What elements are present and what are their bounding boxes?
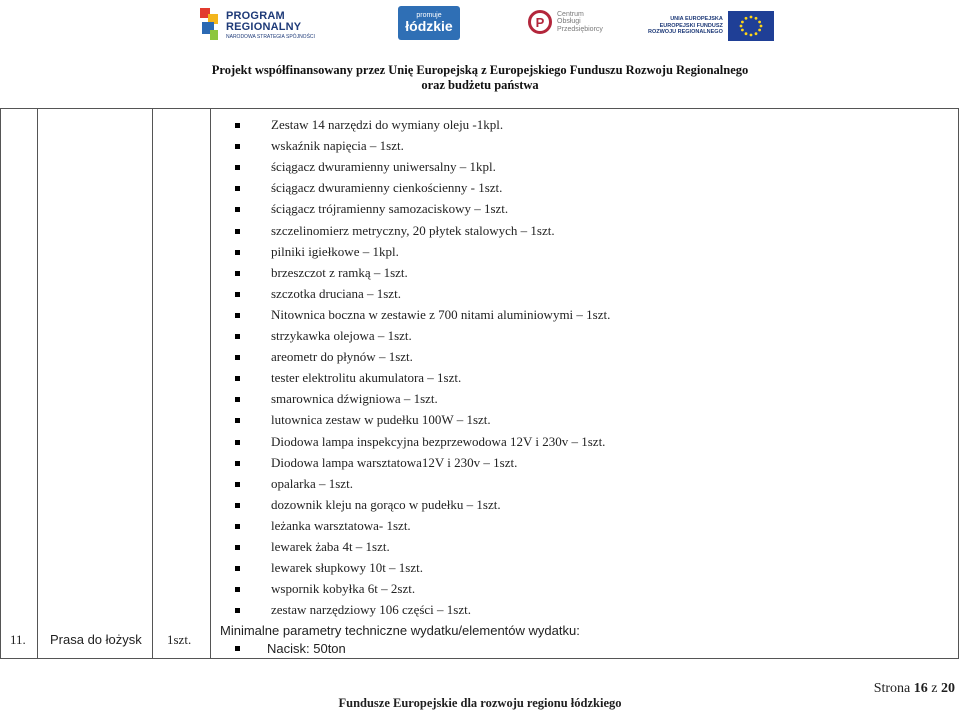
bullet-icon	[235, 144, 240, 149]
cop-line1: Centrum	[557, 10, 584, 18]
bullet-icon	[235, 186, 240, 191]
cop-line2: Obsługi	[557, 18, 581, 26]
list-item-text: Diodowa lampa warsztatowa12V i 230v – 1szt.	[271, 454, 518, 470]
list-item-text: ściągacz trójramienny samozaciskowy – 1szt.	[271, 201, 509, 217]
list-item-text: tester elektrolitu akumulatora – 1szt.	[271, 370, 462, 386]
column-divider	[37, 109, 38, 658]
equipment-table	[0, 108, 959, 659]
eu-logo	[648, 11, 774, 41]
bullet-icon	[235, 397, 240, 402]
list-item-text: areometr do płynów – 1szt.	[271, 349, 413, 365]
bullet-icon	[235, 545, 240, 550]
column-divider	[152, 109, 153, 658]
bullet-icon	[235, 313, 240, 318]
list-item-text: Nitownica boczna w zestawie z 700 nitami aluminiowymi – 1szt.	[271, 306, 611, 322]
cop-circle-icon: P	[528, 10, 552, 34]
list-item-text: Diodowa lampa inspekcyjna bezprzewodowa 12V i 230v – 1szt.	[271, 433, 606, 449]
project-line2: oraz budżetu państwa	[421, 78, 539, 92]
page-current: 16	[913, 681, 928, 696]
eu-line1: UNIA EUROPEJSKA	[670, 16, 723, 23]
list-item-text: Zestaw 14 narzędzi do wymiany oleju -1kpl.	[271, 117, 504, 132]
bullet-icon	[235, 334, 240, 339]
list-item-text: opalarka – 1szt.	[271, 475, 353, 491]
min-params-heading: Minimalne parametry techniczne wydatku/elementów wydatku:	[220, 623, 580, 638]
list-item-text: zestaw narzędziowy 106 części – 1szt.	[271, 602, 471, 618]
nacisk-text: Nacisk: 50ton	[267, 641, 346, 656]
cop-line3: Przedsiębiorcy	[557, 25, 603, 33]
bullet-icon	[235, 355, 240, 360]
list-item-text: pilniki igiełkowe – 1kpl.	[271, 243, 399, 259]
row-quantity: 1szt.	[167, 632, 192, 647]
bullet-icon	[235, 608, 240, 613]
row-name: Prasa do łożysk	[50, 632, 142, 647]
lodzkie-small: promuje	[416, 11, 442, 19]
list-item-text: wspornik kobyłka 6t – 2szt.	[271, 581, 416, 597]
list-item-text: dozownik kleju na gorąco w pudełku – 1szt.	[271, 496, 501, 512]
bullet-icon	[235, 207, 240, 212]
row-number: 11.	[10, 632, 26, 647]
bullet-icon	[235, 250, 240, 255]
list-item-text: szczelinomierz metryczny, 20 płytek stalowych – 1szt.	[271, 222, 555, 238]
list-item-text: lewarek żaba 4t – 1szt.	[271, 539, 390, 554]
bullet-icon	[235, 587, 240, 592]
eu-line2: EUROPEJSKI FUNDUSZ	[659, 22, 723, 29]
list-item-text: ściągacz dwuramienny uniwersalny – 1kpl.	[271, 159, 496, 175]
bullet-icon	[235, 566, 240, 571]
program-line3: NARODOWA STRATEGIA SPÓJNOŚCI	[226, 33, 315, 40]
lodzkie-big: łódzkie	[405, 17, 453, 34]
bullet-icon	[235, 524, 240, 529]
eu-flag-icon	[728, 11, 774, 41]
program-regionalny-mark-icon	[200, 8, 220, 42]
project-line1: Projekt współfinansowany przez Unię Europejską z Europejskiego Funduszu Rozwoju Regionalnego	[211, 63, 749, 77]
footer-funds: Fundusze Europejskie dla rozwoju regionu łódzkiego	[338, 696, 622, 710]
list-item-text: strzykawka olejowa – 1szt.	[271, 328, 412, 343]
bullet-icon	[235, 165, 240, 170]
bullet-icon	[235, 418, 240, 423]
header-logos	[0, 0, 960, 58]
bullet-icon	[235, 482, 240, 487]
list-item-text: lutownica zestaw w pudełku 100W – 1szt.	[271, 412, 491, 428]
list-item-text: wskaźnik napięcia – 1szt.	[271, 138, 404, 154]
eu-line3: ROZWOJU REGIONALNEGO	[648, 29, 723, 36]
bullet-icon	[235, 229, 240, 234]
list-item-text: lewarek słupkowy 10t – 1szt.	[271, 560, 424, 576]
bullet-icon	[235, 123, 240, 128]
bullet-icon	[235, 440, 240, 445]
list-item-text: szczotka druciana – 1szt.	[271, 285, 401, 301]
bullet-icon	[235, 292, 240, 297]
page-total: 20	[941, 681, 955, 696]
lodzkie-logo	[398, 6, 460, 40]
program-regionalny-logo	[200, 8, 315, 42]
project-funding-note	[0, 63, 960, 93]
list-item-text: brzeszczot z ramką – 1szt.	[271, 264, 408, 280]
cop-logo	[528, 10, 603, 34]
bullet-icon	[235, 376, 240, 381]
bullet-icon	[235, 461, 240, 466]
bullet-icon	[235, 646, 240, 651]
page-sep: z	[931, 681, 938, 696]
program-line2: REGIONALNY	[226, 20, 302, 33]
list-item-text: leżanka warsztatowa- 1szt.	[271, 517, 411, 533]
list-item-text: smarownica dźwigniowa – 1szt.	[271, 391, 438, 407]
bullet-icon	[235, 503, 240, 508]
program-line1: PROGRAM	[226, 9, 285, 22]
bullet-icon	[235, 271, 240, 276]
page-number	[874, 681, 955, 697]
column-divider	[210, 109, 211, 658]
page-prefix: Strona	[873, 681, 911, 696]
list-item-text: ściągacz dwuramienny cienkościenny - 1szt.	[271, 180, 503, 196]
